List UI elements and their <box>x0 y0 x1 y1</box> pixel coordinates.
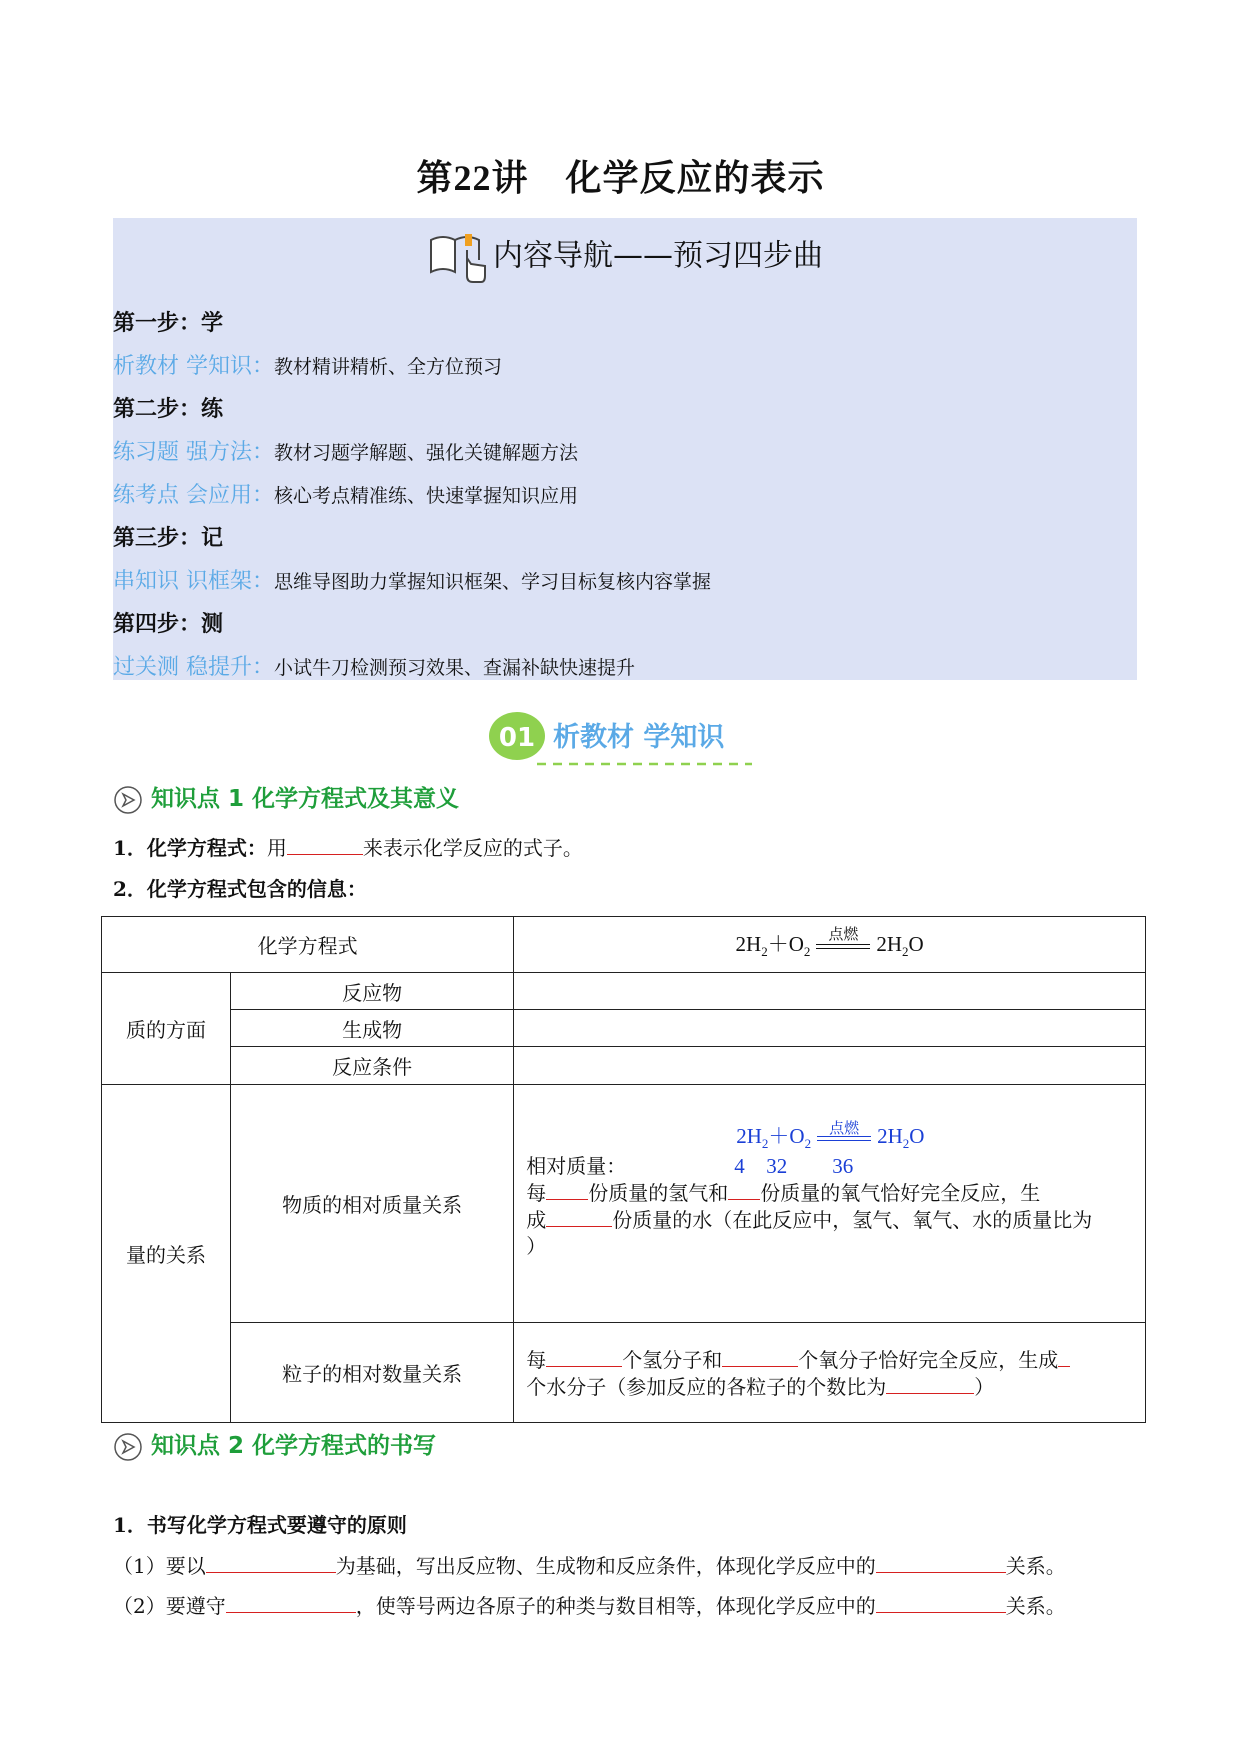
condition-answer[interactable] <box>514 1047 1146 1085</box>
mass-relation-cell: $2H_2+O_2$ 点燃 $2H_2O$ 相对质量： 4 32 36 每 份质量的氢气和 份质量的氧气恰好完全反应，生 成 份质量的水（在此反应中，氢气、氧气、水的质量比为 ） <box>514 1085 1146 1323</box>
mass-equation: $2H_2+O_2$ 点燃 $2H_2O$ <box>736 1118 925 1152</box>
quality-label: 质的方面 <box>102 973 231 1085</box>
reactant-label: 反应物 <box>231 973 514 1010</box>
nav-item-desc: 小试牛刀检测预习效果、查漏补缺快速提升 <box>274 657 636 679</box>
nav-heading: 内容导航——预习四步曲 <box>113 230 1137 284</box>
kp1-question-2: 2．化学方程式包含的信息： <box>113 877 367 901</box>
mass-relation-label: 物质的相对质量关系 <box>231 1085 514 1323</box>
kp2-principle-1: （1）要以 为基础，写出反应物、生成物和反应条件，体现化学反应中的 关系。 <box>113 1554 1066 1578</box>
content-navigation-box <box>113 218 1137 680</box>
header-equation-label: 化学方程式 <box>102 917 514 973</box>
nav-step: 第三步：记 <box>113 525 224 551</box>
nav-item-key: 串知识 识框架： <box>113 569 274 594</box>
nav-step: 第四步：测 <box>113 611 224 637</box>
arrow-circle-icon <box>113 785 143 815</box>
nav-item-key: 过关测 稳提升： <box>113 655 274 680</box>
nav-item-key: 析教材 学知识： <box>113 354 274 379</box>
nav-item-key: 练考点 会应用： <box>113 483 274 508</box>
page-title: 第22讲 化学反应的表示 <box>416 157 825 199</box>
equation-info-table <box>101 916 1146 1423</box>
nav-item-desc: 教材习题学解题、强化关键解题方法 <box>274 442 579 464</box>
quantity-label: 量的关系 <box>102 1085 231 1423</box>
nav-step: 第一步：学 <box>113 310 224 336</box>
nav-lines <box>113 302 711 689</box>
kp1-question-1: 1．化学方程式：用 来表示化学反应的式子。 <box>113 836 583 860</box>
product-answer[interactable] <box>514 1010 1146 1047</box>
nav-item <box>113 345 711 388</box>
nav-item <box>113 646 711 689</box>
section-badge <box>487 708 757 770</box>
nav-item-desc: 核心考点精准练、快速掌握知识应用 <box>274 485 579 507</box>
book-pointer-icon <box>427 230 489 284</box>
nav-item-desc: 思维导图助力掌握知识框架、学习目标复核内容掌握 <box>274 571 712 593</box>
section-number: 01 <box>498 723 536 753</box>
nav-item <box>113 560 711 603</box>
kp2-principle-2: （2）要遵守 ，使等号两边各原子的种类与数目相等，体现化学反应中的 关系。 <box>113 1594 1066 1618</box>
section-label: 析教材 学知识 <box>553 722 725 753</box>
nav-item-desc: 教材精讲精析、全方位预习 <box>274 356 503 378</box>
product-label: 生成物 <box>231 1010 514 1047</box>
particle-relation-cell: 每 个氢分子和 个氧分子恰好完全反应，生成 个水分子（参加反应的各粒子的个数比为 ） <box>514 1323 1146 1423</box>
condition-label: 反应条件 <box>231 1047 514 1085</box>
arrow-circle-icon <box>113 1432 143 1462</box>
nav-item-key: 练习题 强方法： <box>113 440 274 465</box>
nav-item <box>113 474 711 517</box>
reaction-arrow: 点燃 <box>816 944 870 949</box>
nav-step: 第二步：练 <box>113 396 224 422</box>
particle-relation-label: 粒子的相对数量关系 <box>231 1323 514 1423</box>
header-equation: $2H_2+O_2$ 点燃 $2H_2O$ <box>514 917 1146 973</box>
reactant-answer[interactable] <box>514 973 1146 1010</box>
nav-item <box>113 431 711 474</box>
knowledge-point-2-title: 知识点 2 化学方程式的书写 <box>113 1427 436 1462</box>
knowledge-point-1-title: 知识点 1 化学方程式及其意义 <box>113 780 459 815</box>
kp2-heading-1: 1．书写化学方程式要遵守的原则 <box>113 1513 407 1537</box>
answer-blank[interactable] <box>287 834 363 855</box>
